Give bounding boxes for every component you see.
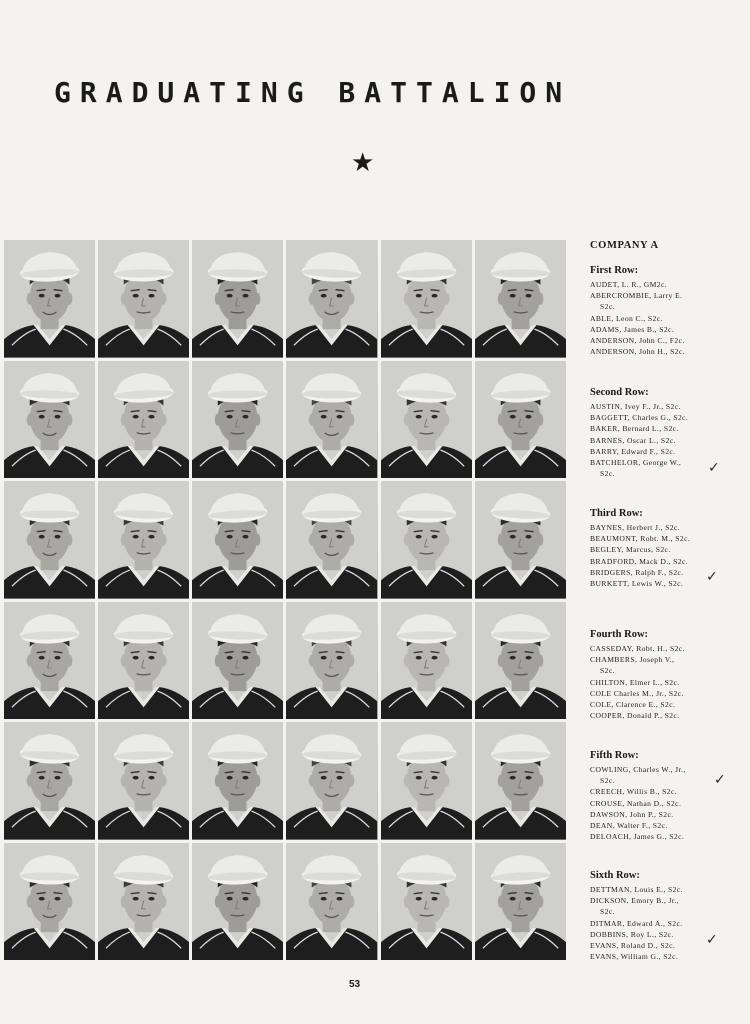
sailor-portrait [475,843,566,961]
sailor-portrait [475,361,566,479]
roster-name [590,423,740,434]
sailor-portrait [4,240,95,358]
roster-name-text: CROUSE, Nathan D., S2c. [590,798,682,808]
roster-name-text: ABERCROMBIE, Larry E. [590,291,683,301]
sailor-portrait [192,722,283,840]
handwritten-check-mark: ✓ [706,932,718,948]
roster-name-rate: S2c. [600,469,615,479]
roster-name-text: COLE Charles M., Jr., S2c. [590,688,684,698]
sailor-portrait [381,722,472,840]
roster-name-text: BAKER, Bernard L., S2c. [590,424,679,434]
roster-name-text: ANDERSON, John H., S2c. [590,347,686,357]
roster-name-text: CHAMBERS, Joseph V., [590,655,675,665]
row-heading: Second Row: [590,387,649,398]
roster-name-text: BURKETT, Lewis W., S2c. [590,579,684,589]
sailor-portrait [286,602,377,720]
sailor-portrait [192,602,283,720]
sailor-portrait [98,602,189,720]
sailor-portrait [381,481,472,599]
sailor-portrait [98,361,189,479]
roster-name-text: ABLE, Leon C., S2c. [590,313,663,323]
roster-name-text: DETTMAN, Louis E., S2c. [590,885,683,894]
roster-name [590,820,740,831]
roster-name [590,643,740,654]
roster-row-1 [590,265,740,357]
sailor-portrait [192,361,283,479]
sailor-portrait [381,361,472,479]
sailor-portrait [286,722,377,840]
roster-name-text: DICKSON, Emory B., Jr., [590,896,679,906]
roster-name [590,895,740,917]
roster-name-text: BAYNES, Herbert J., S2c. [590,523,681,532]
sailor-portrait [98,240,189,358]
sailor-portrait [4,481,95,599]
roster-name-text: EVANS, Roland D., S2c. [590,941,676,951]
roster-name [590,401,740,412]
roster-name [590,522,740,533]
sailor-portrait [286,240,377,358]
sailor-portrait [381,602,472,720]
sailor-portrait [286,361,377,479]
handwritten-check-mark: ✓ [706,569,718,585]
sailor-portrait [475,722,566,840]
sailor-portrait [4,843,95,961]
roster-name [590,556,740,567]
roster-name-text: BRIDGERS, Ralph F., S2c. [590,567,684,577]
roster-name-text: DAWSON, John P., S2c. [590,809,674,819]
sailor-portrait [192,843,283,961]
roster-name-text: DELOACH, James G., S2c. [590,832,685,842]
roster-name-text: COWLING, Charles W., Jr., [590,765,686,774]
sailor-portrait [192,481,283,599]
roster-name [590,786,740,797]
row-heading: Sixth Row: [590,870,640,881]
roster-name-text: AUSTIN, Ivey F., Jr., S2c. [590,402,681,411]
roster-name [590,324,740,335]
sailor-portrait [286,481,377,599]
roster-name [590,677,740,688]
row-heading: Third Row: [590,508,643,519]
roster-name-text: DEAN, Walter F., S2c. [590,821,668,831]
roster-name-text: DITMAR, Edward A., S2c. [590,918,683,928]
row-heading: Fifth Row: [590,750,639,761]
roster-name-text: BEGLEY, Marcus, S2c. [590,545,671,555]
row-heading: Fourth Row: [590,629,649,640]
roster-name [590,335,740,346]
roster-name [590,290,740,312]
company-heading: COMPANY A [590,240,659,251]
sailor-portrait [475,481,566,599]
roster-name-text: BARNES, Oscar L., S2c. [590,435,676,445]
roster-name-text: ADAMS, James B., S2c. [590,324,675,334]
roster-name [590,798,740,809]
sailor-portrait [381,240,472,358]
roster-name-text: BEAUMONT, Robt. M., S2c. [590,534,691,544]
sailor-portrait [98,481,189,599]
roster-name [590,446,740,457]
roster-name [590,951,740,962]
sailor-portrait [475,602,566,720]
roster-name [590,688,740,699]
roster-name [590,435,740,446]
page-title: GRADUATING BATTALION [54,76,572,109]
sailor-portrait [98,843,189,961]
roster-name [590,544,740,555]
handwritten-check-mark: ✓ [714,772,726,788]
roster-name-rate: S2c. [600,907,615,917]
roster-name-rate: S2c. [600,302,615,312]
roster-name [590,313,740,324]
roster-name [590,346,740,357]
roster-name-text: AUDET, L. R., GM2c. [590,280,668,289]
roster-name-text: ANDERSON, John C., F2c. [590,336,685,346]
roster-name-text: COOPER, Donald P., S2c. [590,711,680,721]
roster-row-4 [590,629,740,721]
sailor-portrait [475,240,566,358]
roster-name [590,831,740,842]
roster-name [590,884,740,895]
handwritten-check-mark: ✓ [708,460,720,476]
sailor-portrait [4,361,95,479]
roster-name-rate: S2c. [600,776,615,786]
roster-name-text: CASSEDAY, Robt. H., S2c. [590,644,685,653]
roster-name-text: BAGGETT, Charles G., S2c. [590,413,689,423]
roster-name-text: BARRY, Edward F., S2c. [590,446,676,456]
sailor-portrait [4,722,95,840]
roster-name [590,279,740,290]
roster-name [590,918,740,929]
roster-name-text: BATCHELOR, George W., [590,458,682,468]
portrait-grid [4,240,566,960]
roster-name [590,699,740,710]
roster-name [590,654,740,676]
roster-name-text: CREECH, Willis B., S2c. [590,787,678,797]
roster-name-text: BRADFORD, Mack D., S2c. [590,556,689,566]
roster-name [590,710,740,721]
roster-name [590,809,740,820]
roster-name-text: COLE, Clarence E., S2c. [590,700,676,710]
roster-name [590,412,740,423]
star-icon: ★ [351,148,375,178]
roster-column [590,240,740,962]
roster-name-text: CHILTON, Elmer L., S2c. [590,677,680,687]
row-heading: First Row: [590,265,639,276]
page-number: 53 [349,979,361,990]
sailor-portrait [4,602,95,720]
sailor-portrait [286,843,377,961]
roster-name-text: DOBBINS, Roy L., S2c. [590,929,674,939]
roster-name-rate: S2c. [600,666,615,676]
sailor-portrait [98,722,189,840]
roster-name-text: EVANS, William G., S2c. [590,952,679,962]
sailor-portrait [192,240,283,358]
roster-row-6 [590,870,740,962]
roster-row-5 [590,750,740,842]
roster-name [590,533,740,544]
sailor-portrait [381,843,472,961]
